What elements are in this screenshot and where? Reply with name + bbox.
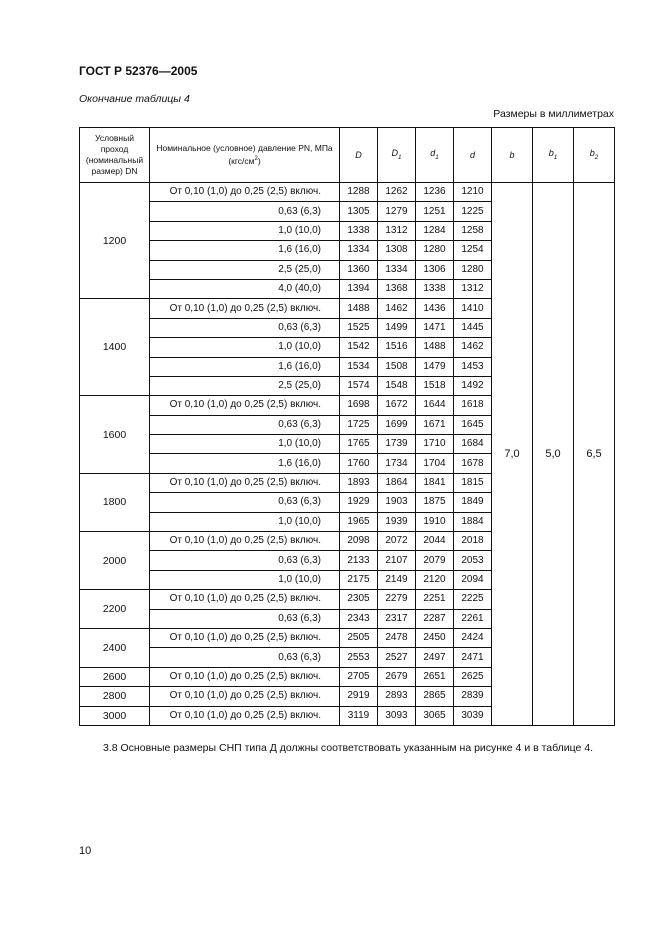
value-cell-d: 1684 [454, 435, 492, 454]
dn-cell: 3000 [80, 706, 150, 725]
value-cell-d: 1462 [454, 338, 492, 357]
value-cell-D1: 1516 [378, 338, 416, 357]
value-cell-D1: 2527 [378, 648, 416, 667]
value-cell-d1: 1910 [416, 512, 454, 531]
value-cell-D1: 1312 [378, 221, 416, 240]
value-cell-d: 3039 [454, 706, 492, 725]
constant-cell-b1: 5,0 [533, 183, 574, 726]
value-cell-d: 1445 [454, 318, 492, 337]
value-cell-d1: 2287 [416, 609, 454, 628]
table-caption: Окончание таблицы 4 [79, 93, 190, 105]
value-cell-D: 2705 [340, 667, 378, 686]
dn-cell: 2200 [80, 590, 150, 629]
value-cell-d: 1884 [454, 512, 492, 531]
value-cell-D1: 1368 [378, 279, 416, 298]
dn-cell: 1600 [80, 396, 150, 474]
constant-cell-b: 7,0 [492, 183, 533, 726]
value-cell-D: 1534 [340, 357, 378, 376]
header-pressure [150, 128, 340, 183]
value-cell-d: 1280 [454, 260, 492, 279]
value-cell-d: 1453 [454, 357, 492, 376]
value-cell-D1: 1739 [378, 435, 416, 454]
value-cell-d1: 1710 [416, 435, 454, 454]
pressure-cell: 2,5 (25,0) [150, 376, 340, 395]
value-cell-D: 1765 [340, 435, 378, 454]
value-cell-d: 1492 [454, 376, 492, 395]
pressure-cell: От 0,10 (1,0) до 0,25 (2,5) включ. [150, 532, 340, 551]
value-cell-d: 2424 [454, 628, 492, 647]
value-cell-D: 1893 [340, 473, 378, 492]
value-cell-d1: 1280 [416, 241, 454, 260]
value-cell-D1: 2478 [378, 628, 416, 647]
value-cell-d: 2053 [454, 551, 492, 570]
value-cell-d1: 2497 [416, 648, 454, 667]
header-b2-sub: 2 [594, 153, 599, 161]
value-cell-d: 2471 [454, 648, 492, 667]
header-d1-sub: 1 [435, 153, 439, 161]
pressure-cell: 1,6 (16,0) [150, 454, 340, 473]
value-cell-d1: 1338 [416, 279, 454, 298]
pressure-cell: От 0,10 (1,0) до 0,25 (2,5) включ. [150, 396, 340, 415]
value-cell-d: 2018 [454, 532, 492, 551]
value-cell-d1: 2044 [416, 532, 454, 551]
pressure-cell: 1,6 (16,0) [150, 241, 340, 260]
value-cell-D: 2553 [340, 648, 378, 667]
value-cell-d: 1210 [454, 183, 492, 202]
header-D1-base: D [391, 147, 398, 158]
value-cell-D: 1334 [340, 241, 378, 260]
pressure-cell: От 0,10 (1,0) до 0,25 (2,5) включ. [150, 706, 340, 725]
footnote-paragraph [79, 741, 614, 757]
value-cell-D: 1542 [340, 338, 378, 357]
pressure-cell: 0,63 (6,3) [150, 551, 340, 570]
value-cell-d: 1312 [454, 279, 492, 298]
page-number: 10 [79, 845, 92, 857]
header-b: b [492, 128, 533, 183]
value-cell-D1: 1734 [378, 454, 416, 473]
pressure-cell: 2,5 (25,0) [150, 260, 340, 279]
header-D1 [378, 128, 416, 183]
header-d: d [454, 128, 492, 183]
dn-cell: 2000 [80, 532, 150, 590]
value-cell-D: 1394 [340, 279, 378, 298]
pressure-cell: От 0,10 (1,0) до 0,25 (2,5) включ. [150, 473, 340, 492]
value-cell-D1: 1672 [378, 396, 416, 415]
value-cell-D1: 2893 [378, 687, 416, 706]
value-cell-D: 2343 [340, 609, 378, 628]
value-cell-D1: 1508 [378, 357, 416, 376]
value-cell-d: 1254 [454, 241, 492, 260]
value-cell-d: 1258 [454, 221, 492, 240]
document-header: ГОСТ Р 52376—2005 [79, 64, 198, 78]
value-cell-d: 2625 [454, 667, 492, 686]
value-cell-d: 2261 [454, 609, 492, 628]
pressure-cell: 1,0 (10,0) [150, 221, 340, 240]
value-cell-d1: 1488 [416, 338, 454, 357]
header-pressure-end: ) [257, 155, 261, 166]
pressure-cell: 0,63 (6,3) [150, 609, 340, 628]
header-b1-sub: 1 [553, 153, 558, 161]
table-row [80, 183, 615, 202]
value-cell-D: 1525 [340, 318, 378, 337]
value-cell-D1: 1864 [378, 473, 416, 492]
pressure-cell: 1,0 (10,0) [150, 338, 340, 357]
value-cell-d1: 1644 [416, 396, 454, 415]
value-cell-d: 2225 [454, 590, 492, 609]
header-b1-base: b [548, 147, 554, 158]
value-cell-d1: 1841 [416, 473, 454, 492]
value-cell-D1: 2679 [378, 667, 416, 686]
value-cell-D: 1360 [340, 260, 378, 279]
value-cell-D: 2175 [340, 570, 378, 589]
value-cell-D: 2919 [340, 687, 378, 706]
value-cell-D: 1965 [340, 512, 378, 531]
header-b2-base: b [589, 147, 595, 158]
value-cell-d: 1849 [454, 493, 492, 512]
value-cell-D: 1338 [340, 221, 378, 240]
value-cell-d1: 1518 [416, 376, 454, 395]
value-cell-D1: 1499 [378, 318, 416, 337]
value-cell-D: 1488 [340, 299, 378, 318]
pressure-cell: 4,0 (40,0) [150, 279, 340, 298]
value-cell-d1: 1436 [416, 299, 454, 318]
pressure-cell: 0,63 (6,3) [150, 415, 340, 434]
value-cell-d: 1410 [454, 299, 492, 318]
value-cell-d1: 2251 [416, 590, 454, 609]
pressure-cell: 1,0 (10,0) [150, 570, 340, 589]
dn-cell: 1400 [80, 299, 150, 396]
value-cell-D1: 3093 [378, 706, 416, 725]
value-cell-d: 1618 [454, 396, 492, 415]
value-cell-D1: 1308 [378, 241, 416, 260]
value-cell-D: 1725 [340, 415, 378, 434]
value-cell-D1: 1262 [378, 183, 416, 202]
value-cell-d1: 1671 [416, 415, 454, 434]
pressure-cell: 0,63 (6,3) [150, 202, 340, 221]
pressure-cell: 0,63 (6,3) [150, 318, 340, 337]
value-cell-d1: 1306 [416, 260, 454, 279]
value-cell-D: 2098 [340, 532, 378, 551]
pressure-cell: От 0,10 (1,0) до 0,25 (2,5) включ. [150, 667, 340, 686]
table-body [80, 183, 615, 726]
pressure-cell: 0,63 (6,3) [150, 493, 340, 512]
value-cell-D1: 1939 [378, 512, 416, 531]
value-cell-d1: 2651 [416, 667, 454, 686]
table-header-row [80, 128, 615, 183]
value-cell-d1: 1471 [416, 318, 454, 337]
value-cell-D: 1929 [340, 493, 378, 512]
value-cell-d: 2094 [454, 570, 492, 589]
value-cell-D1: 1279 [378, 202, 416, 221]
value-cell-D1: 1699 [378, 415, 416, 434]
header-dn: Условный проход (номинальный размер) DN [80, 128, 150, 183]
header-d1-base: d [430, 147, 436, 158]
value-cell-D: 2133 [340, 551, 378, 570]
value-cell-D: 1698 [340, 396, 378, 415]
value-cell-d: 1225 [454, 202, 492, 221]
value-cell-d: 1678 [454, 454, 492, 473]
header-D: D [340, 128, 378, 183]
value-cell-D1: 1903 [378, 493, 416, 512]
value-cell-D: 3119 [340, 706, 378, 725]
pressure-cell: 1,0 (10,0) [150, 512, 340, 531]
constant-cell-b2: 6,5 [574, 183, 615, 726]
value-cell-D: 2305 [340, 590, 378, 609]
value-cell-D1: 2072 [378, 532, 416, 551]
value-cell-D1: 1548 [378, 376, 416, 395]
header-d1 [416, 128, 454, 183]
header-b1 [533, 128, 574, 183]
value-cell-d1: 1236 [416, 183, 454, 202]
pressure-cell: От 0,10 (1,0) до 0,25 (2,5) включ. [150, 590, 340, 609]
value-cell-d1: 2079 [416, 551, 454, 570]
dn-cell: 1800 [80, 473, 150, 531]
pressure-cell: 0,63 (6,3) [150, 648, 340, 667]
value-cell-D: 2505 [340, 628, 378, 647]
header-D1-sub: 1 [397, 153, 402, 161]
value-cell-D: 1305 [340, 202, 378, 221]
value-cell-d1: 2865 [416, 687, 454, 706]
dn-cell: 2800 [80, 687, 150, 706]
value-cell-d1: 1284 [416, 221, 454, 240]
pressure-cell: 1,0 (10,0) [150, 435, 340, 454]
value-cell-d1: 1251 [416, 202, 454, 221]
value-cell-d1: 2450 [416, 628, 454, 647]
value-cell-D1: 2279 [378, 590, 416, 609]
value-cell-d: 1815 [454, 473, 492, 492]
value-cell-D1: 2317 [378, 609, 416, 628]
value-cell-d1: 3065 [416, 706, 454, 725]
value-cell-D: 1288 [340, 183, 378, 202]
pressure-cell: От 0,10 (1,0) до 0,25 (2,5) включ. [150, 687, 340, 706]
pressure-cell: От 0,10 (1,0) до 0,25 (2,5) включ. [150, 628, 340, 647]
value-cell-d1: 1479 [416, 357, 454, 376]
pressure-cell: От 0,10 (1,0) до 0,25 (2,5) включ. [150, 299, 340, 318]
dn-cell: 2400 [80, 628, 150, 667]
value-cell-D: 1574 [340, 376, 378, 395]
dn-cell: 1200 [80, 183, 150, 299]
units-note: Размеры в миллиметрах [493, 108, 614, 120]
header-pressure-sup: 2 [254, 156, 258, 163]
dimensions-table [79, 127, 615, 726]
value-cell-d: 2839 [454, 687, 492, 706]
pressure-cell: От 0,10 (1,0) до 0,25 (2,5) включ. [150, 183, 340, 202]
footnote-text: 3.8 Основные размеры СНП типа Д должны соответствовать указанным на рисунке 4 и в таблице 4. [103, 742, 594, 754]
value-cell-d1: 2120 [416, 570, 454, 589]
value-cell-d1: 1704 [416, 454, 454, 473]
pressure-cell: 1,6 (16,0) [150, 357, 340, 376]
dn-cell: 2600 [80, 667, 150, 686]
value-cell-D: 1760 [340, 454, 378, 473]
value-cell-d: 1645 [454, 415, 492, 434]
header-b2 [574, 128, 615, 183]
value-cell-D1: 1334 [378, 260, 416, 279]
header-pressure-text: Номинальное (условное) давление PN, МПа (кгс/см [156, 143, 333, 166]
value-cell-d1: 1875 [416, 493, 454, 512]
value-cell-D1: 2149 [378, 570, 416, 589]
value-cell-D1: 2107 [378, 551, 416, 570]
value-cell-D1: 1462 [378, 299, 416, 318]
